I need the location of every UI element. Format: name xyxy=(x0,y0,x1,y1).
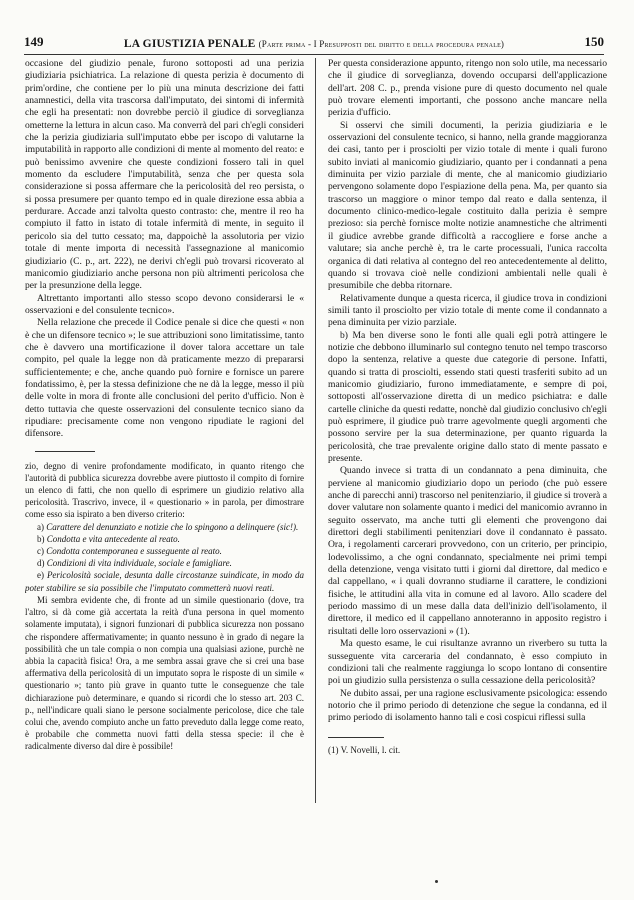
list-item xyxy=(25,545,304,557)
column-divider xyxy=(315,58,316,803)
paragraph: occasione del giudizio penale, furono sottoposti ad una perizia giudiziaria psichiatrica. La relazione di questa perizia è documento di prim'ordine, che contiene per lo più una minuta descrizione dei fatti anamnestici, della vita trascorsa dall'imputato, dei sintomi di infermità che egli ha presentati: non dovrebbe perciò il giudice di sorveglianza ometterne la lettura in alcun caso. Ma converrà del pari ch'egli consideri che la perizia giudiziaria sull'imputato ebbe per iscopo di valutarne la imputabilità in rapporto alle condizioni di mente al momento del reato: e può benissimo avvenire che queste condizioni fossero tali in quel momento da escludere l'imputabilità, senza che per questa sola considerazione si possa affermare che la pericolosità del reo persista, o si possa presumere per quanto tempo ed in quale direzione essa abbia a perdurare. Accade anzi talvolta questo contrasto: che, mentre il reo ha compiuto il fatto in istato di totale infermità di mente, in seguito il pericolo sia del tutto cessato; ma, dappoichè la assolutoria per vizio totale di mente importa di necessità l'assegnazione al manicomio giudiziario (C. p., art. 222), ne derivi ch'egli può trovarsi ricoverato al manicomio giudiziario anche persona non più altrimenti pericolosa che per la presunzione della legge. xyxy=(25,58,304,292)
left-column xyxy=(25,58,304,878)
paragraph: Ma questo esame, le cui risultanze avranno un riverbero su tutta la susseguente vita carceraria del condannato, è esso compiuto in condizioni tali che realmente raggiunga lo scopo lontano di consentire poi un giudizio sulla persistenza o sulla cessazione della pericolosità? xyxy=(328,638,607,687)
right-column xyxy=(328,58,607,878)
paragraph: Altrettanto importanti allo stesso scopo devono considerarsi le « osservazioni e del consulente tecnico». xyxy=(25,292,304,316)
list-item xyxy=(25,557,304,569)
section-title: (Parte prima - I Presupposti del diritto e della procedura penale) xyxy=(258,39,505,49)
paragraph: Ne dubito assai, per una ragione esclusivamente psicologica: essendo notorio che il primo periodo di detenzione che segue la condanna, ed il primo periodo di isolamento hanno tali e così cospicui riflessi sulla xyxy=(328,687,607,724)
paragraph: Per questa considerazione appunto, ritengo non solo utile, ma necessario che il giudice di sorveglianza, dovendo occuparsi dell'applicazione dell'art. 208 C. p., prenda visione pure di questo documento nel quale può trovare elementi importanti, che possono anche mancare nella perizia d'ufficio. xyxy=(328,58,607,119)
item-label: c) xyxy=(37,546,44,557)
footnote-separator xyxy=(328,737,384,738)
item-label: e) xyxy=(37,570,44,581)
note-paragraph: zio, degno di venire profondamente modificato, in quanto ritengo che l'autorità di pubblica sicurezza dovrebbe avere piuttosto il compito di fornire un elenco di fatti, che non quello di esprimere un giudizio relativo alla pericolosità. Trascrivo, invece, il « questionario » in parola, per dimostrare come esso sia ispirato a ben diverso criterio: xyxy=(25,460,304,520)
note-separator xyxy=(35,451,95,452)
running-title xyxy=(124,38,504,50)
item-label: b) xyxy=(37,533,45,544)
item-label: d) xyxy=(37,558,45,569)
questionnaire-list xyxy=(25,521,304,594)
list-item xyxy=(25,533,304,545)
item-text: Pericolosità sociale, desunta dalle circostanze suindicate, in modo da poter stabilire se sia possibile che l'imputato commetterà nuovi reati. xyxy=(25,570,304,593)
journal-title: LA GIUSTIZIA PENALE xyxy=(123,38,256,50)
item-text: Carattere del denunziato e notizie che lo spingono a delinquere (sic!). xyxy=(46,521,299,532)
paragraph: Nella relazione che precede il Codice penale si dice che questi « non è che un difensore tecnico »; le sue attribuzioni sono limitatissime, tanto che è davvero una mortificazione il dover talora accettare un tale compito, pel quale la legge non dà praticamente mezzo di prepararsi sufficientemente; e che, anche quando può fornire e fornisce un parere fondatissimo, è, per la stessa definizione che ne dà la legge, messo il più delle volte in mora di fronte alle conclusioni del perito d'ufficio. Non è detto tuttavia che queste osservazioni del consulente tecnico siano da ripudiare: precisamente come non vengono ripudiate le ragioni del difensore. xyxy=(25,317,304,440)
note-paragraph: Mi sembra evidente che, di fronte ad un simile questionario (dove, tra l'altro, si dà come già accertata la reità d'una persona in quel momento solamente imputata), i signori funzionari di pubblica sicurezza non possano che rispondere affermativamente; in quanto nessuno è in grado di negare la possibilità che un tale compia o non compia una qualsiasi azione, purchè ne abbia la capacità fisica! Ora, a me sembra assai grave che si crei una base affermativa della pericolosità di un imputato sopra le risposte di un simile « questionario »; tanto più grave in quanto tutte le conseguenze che tale dichiarazione può determinare, e quando si ricordi che lo stesso art. 203 C. p., nell'indicare quali siano le persone socialmente pericolose, dice che tale colui che, avendo compiuto anche un fatto preveduto dalla legge come reato, è probabile che commetta nuovi fatti della stessa specie: il che è radicalmente diverso dal dire è possibile! xyxy=(25,594,304,752)
running-header xyxy=(24,30,604,55)
page-mark xyxy=(435,880,438,883)
paragraph: Quando invece si tratta di un condannato a pena diminuita, che perviene al manicomio giudiziario dopo un periodo (che può essere anche di parecchi anni) trascorso nel penitenziario, il giudice si troverà a dover valutare non solamente quanto i medici del manicomio avranno in seguito osservato, ma anche tutti gli elementi che provengono dai direttori degli stabilimenti penitenziari dove il condannato è passato. Ora, i regolamenti carcerari provvedono, con un criterio, per principio, lodevolissimo, a che ogni condannato, specialmente nei primi tempi della detenzione, venga visitato tutti i giorni dal direttore, dal medico e dal cappellano, « i quali dovranno studiarne il carattere, le condizioni fisiche, le attitudini alla vita in comune ed al lavoro. Allo scadere del periodo massimo di un mese dalla data dell'inizio dell'isolamento, il direttore, il medico ed il cappellano annoteranno in apposito registro i risultati delle loro osservazioni » (1). xyxy=(328,465,607,637)
item-label: a) xyxy=(37,521,44,532)
item-text: Condotta contemporanea e susseguente al reato. xyxy=(46,546,222,557)
footnote: (1) V. Novelli, l. cit. xyxy=(328,744,401,755)
paragraph: Si osservi che simili documenti, la perizia giudiziaria e le osservazioni del consulente tecnico, si hanno, nella grande maggioranza dei casi, tanto per i prosciolti per vizio totale di mente i quali furono subito inviati al manicomio giudiziario, quanto per i condannati a pena diminuita per vizio parziale di mente, che al manicomio giudiziario pervengono solamente dopo l'espiazione della pena. Ma, per quanto sia trascorso un maggiore o minor tempo dal reato e dalla sentenza, il documento clinico-medico-legale costituito dalla perizia è sempre prezioso: sia perchè fornisce molte notizie anamnestiche che altrimenti il giudice avrebbe grande difficoltà a raccogliere e forse anche a valutare; sia anche perchè è, tra le carte processuali, l'unica raccolta organica di dati relativa al contegno del reo antecedentemente al delitto, quando si trovava cioè nelle condizioni ambientali nelle quali è presumibile che debba ritornare. xyxy=(328,119,607,292)
list-item xyxy=(25,569,304,593)
list-item xyxy=(25,521,304,533)
page-number-left: 149 xyxy=(24,34,44,49)
page-number-right: 150 xyxy=(584,34,604,49)
item-text: Condotta e vita antecedente al reato. xyxy=(46,533,180,544)
paragraph: b) Ma ben diverse sono le fonti alle quali egli potrà attingere le notizie che debbono illuminarlo sul contegno tenuto nel tempo trascorso dopo la sentenza, relative a queste due categorie di persone. Infatti, quando si tratta di prosciolti, essendo stati questi trasferiti subito ad un manicomio giudiziario, furono immediatamente, e sempre di poi, sottoposti all'osservazione diretta di un medico psichiatra: e dalle cartelle cliniche da questi redatte, nonchè dal giudizio conclusivo ch'egli può esprimere, il giudice può trarre agevolmente quegli argomenti che possono servire per la sua determinazione, per quanto riguarda la pericolosità, che trae prevalente origine dallo stato di mente passato e presente. xyxy=(328,329,607,464)
paragraph: Relativamente dunque a questa ricerca, il giudice trova in condizioni simili tanto il prosciolto per vizio totale di mente come il condannato a pena diminuita per vizio parziale. xyxy=(328,292,607,329)
item-text: Condizioni di vita individuale, sociale e famigliare. xyxy=(46,558,232,569)
